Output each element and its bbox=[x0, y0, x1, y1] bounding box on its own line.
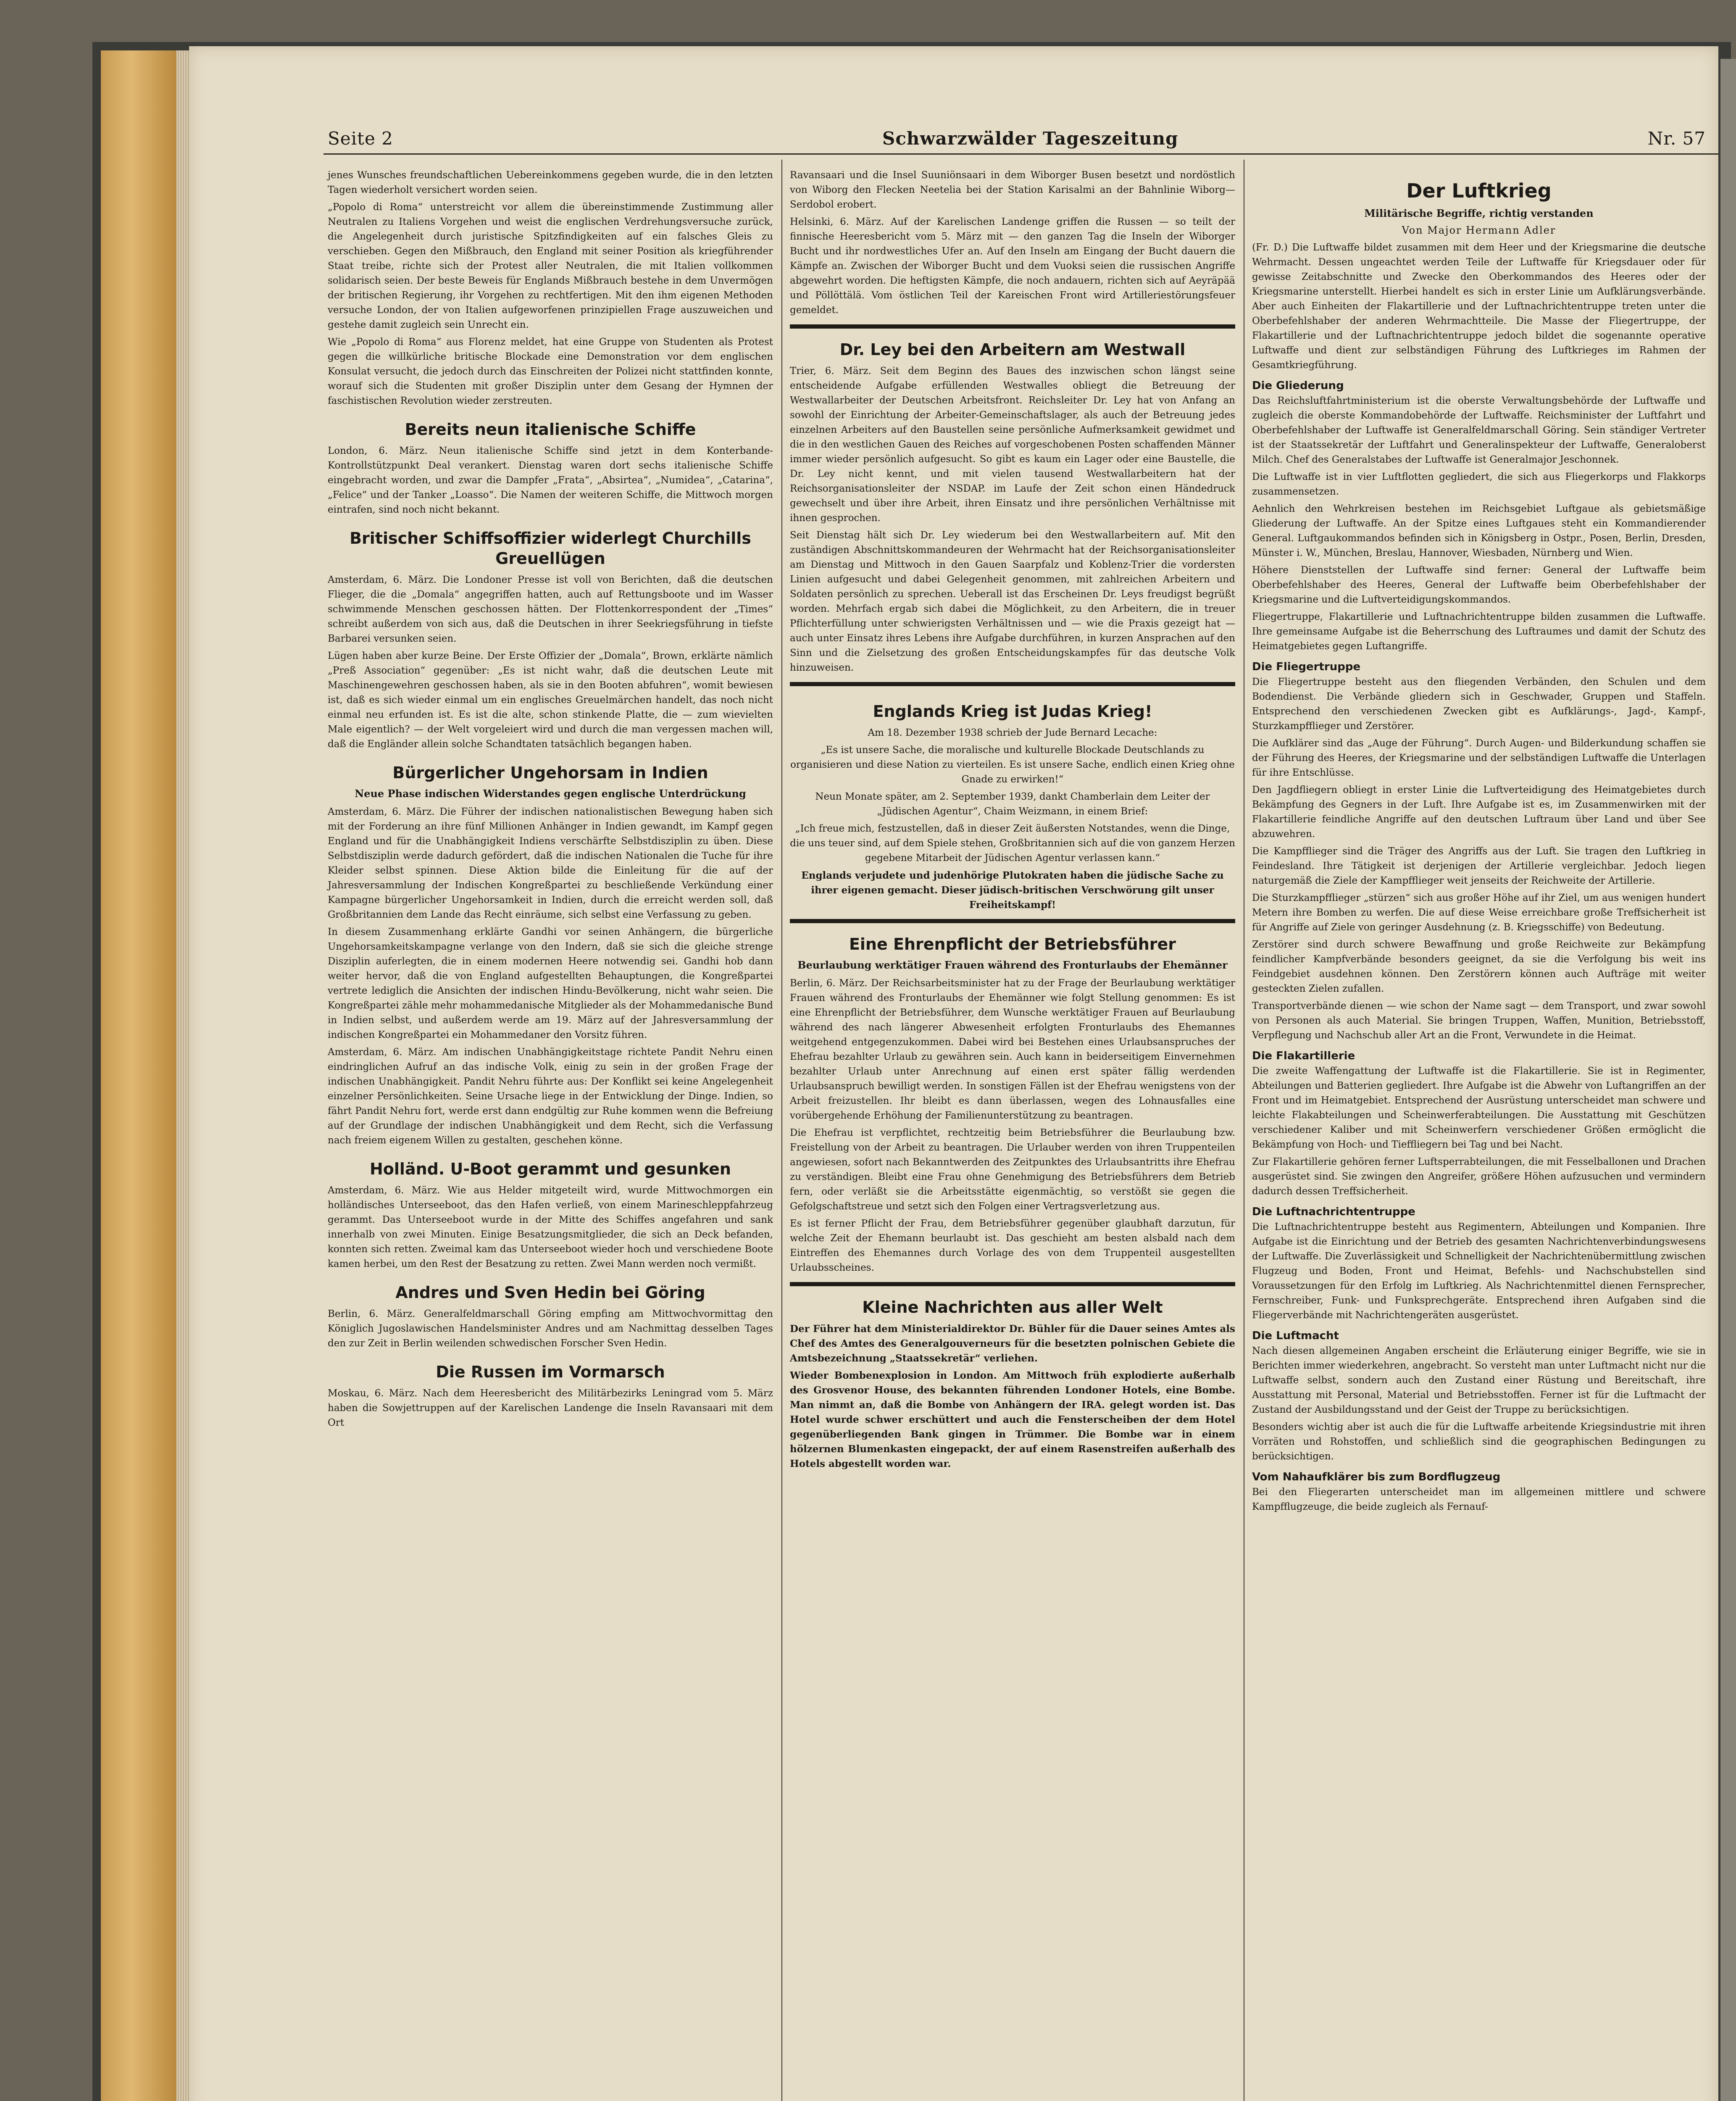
page-number: Seite 2 bbox=[328, 128, 393, 149]
article-paragraph: Zur Flakartillerie gehören ferner Luftsperrabteilungen, die mit Fesselballonen und Drachen ausgerüstet sind. Sie zwingen den Angreifer, größere Höhen aufzusuchen und vermindern dadurch dessen Treffsicherheit. bbox=[1252, 1156, 1706, 1197]
article-paragraph: Bei den Fliegerarten unterscheidet man im allgemeinen mittlere und schwere Kampfflugzeuge, die beide zugleich als Fernauf- bbox=[1252, 1487, 1706, 1512]
article-paragraph: Neun Monate später, am 2. September 1939, dankt Chamberlain dem Leiter der „Jüdischen Agentur“, Chaim Weizmann, in einem Brief: bbox=[815, 791, 1210, 817]
article-headline: Bürgerlicher Ungehorsam in Indien bbox=[392, 764, 708, 782]
article-headline: Eine Ehrenpflicht der Betriebsführer bbox=[849, 935, 1176, 953]
header-rule bbox=[324, 153, 1718, 155]
article-paragraph: Zerstörer sind durch schwere Bewaffnung und große Reichweite zur Bekämpfung feindlicher Kampfverbände besonders geeignet, da sie die Verfolgung bis weit ins Feindgebiet ausdehnen können. Den Zerstörern können auch Aufträge mit weiter gesteckten Zielen zufallen. bbox=[1252, 939, 1706, 994]
right-margin-edge bbox=[1720, 59, 1736, 2101]
article-paragraph: Ravansaari und die Insel Suuniönsaari in dem Wiborger Busen besetzt und nordöstlich von Wiborg den Flecken Neetelia bei der Station Karisalmi an der Bahnlinie Wiborg—Serdobol erobert. bbox=[790, 170, 1235, 210]
section-rule bbox=[790, 324, 1235, 329]
article-paragraph: Die Luftnachrichtentruppe besteht aus Regimentern, Abteilungen und Kompanien. Ihre Aufgabe ist die Einrichtung und der Betrieb des gesamten Nachrichtenverbindungswesens der Luftwaffe. Die Zuverlässigkeit und Schnelligkeit der Nachrichtenübermittlung zwischen Flugzeug und Boden, Front und Heimat, Befehls- und Nachschubstellen sind Voraussetzungen für den Erfolg im Luftkrieg. Als Nachrichtenmittel dienen Fernsprecher, Fernschreiber, Funk- und Funksprechgeräte. Entsprechend ihren Aufgaben sind die Fliegerverbände mit Nachrichtengeräten ausgerüstet. bbox=[1252, 1222, 1706, 1321]
article-paragraph: Die Fliegertruppe besteht aus den fliegenden Verbänden, den Schulen und dem Bodendienst. Die Verbände gliedern sich in Geschwader, Gruppen und Staffeln. Entsprechend den verschiedenen Zwecken gibt es Aufklärungs-, Jagd-, Kampf-, Sturzkampfflieger und Zerstörer. bbox=[1252, 677, 1706, 732]
article-paragraph: Aehnlich den Wehrkreisen bestehen im Reichsgebiet Luftgaue als gebietsmäßige Gliederung der Luftwaffe. An der Spitze eines Luftgaues steht ein Kommandierender General. Luftgaukommandos befinden sich in Königsberg in Ostpr., Posen, Berlin, Dresden, Münster i. W., München, Breslau, Hannover, Wiesbaden, Nürnberg und Wien. bbox=[1252, 503, 1706, 558]
article-headline: Dr. Ley bei den Arbeitern am Westwall bbox=[839, 340, 1186, 359]
article-paragraph: In diesem Zusammenhang erklärte Gandhi vor seinen Anhängern, die bürgerliche Ungehorsamkeitskampagne verlange von den Indern, daß sie sich die gleiche strenge Disziplin auferlegten, die in einem modernen Heere notwendig sei. Gandhi hob dann weiter hervor, daß die von England aufgestellten Behauptungen, die Kongreßpartei vertrete lediglich die Ansichten der indischen Hindu-Bevölkerung, nicht wahr seien. Die Kongreßpartei zähle mehr mohammedanische Mitglieder als der Mohammedanische Bund in Indien selbst, und außerdem werde am 19. März auf der Jahresversammlung der indischen Kongreßpartei ein Mohammedaner den Vorsitz führen. bbox=[328, 927, 773, 1040]
article-headline: Die Russen im Vormarsch bbox=[436, 1363, 665, 1381]
article-paragraph-bold: Wieder Bombenexplosion in London. Am Mittwoch früh explodierte außerhalb des Grosvenor House, des bekannten führenden Londoner Hotels, eine Bombe. Man nimmt an, daß die Bombe von Anhängern der IRA. gelegt worden ist. Das Hotel wurde schwer erschüttert und auch die Fensterscheiben der dem Hotel gegenüberliegenden Bank gingen in Trümmer. Die Bombe war in einem hölzernen Blumenkasten eingepackt, der auf einem Rasenstreifen außerhalb des Hotels abgestellt worden war. bbox=[790, 1370, 1235, 1469]
section-heading: Die Fliegertruppe bbox=[1252, 661, 1361, 673]
boxed-notice bbox=[790, 682, 1235, 923]
article-paragraph: Moskau, 6. März. Nach dem Heeresbericht des Militärbezirks Leningrad vom 5. März haben die Sowjettruppen auf der Karelischen Landenge die Inseln Ravansaari mit dem Ort bbox=[328, 1388, 773, 1428]
section-heading: Die Gliederung bbox=[1252, 379, 1344, 392]
section-heading: Vom Nahaufklärer bis zum Bordflugzeug bbox=[1252, 1471, 1501, 1483]
article-paragraph: Transportverbände dienen — wie schon der Name sagt — dem Transport, und zwar sowohl von Personen als auch Material. Sie bringen Truppen, Waffen, Munition, Betriebsstoff, Verpflegung und Nachschub aller Art an die Front, Verwundete in die Heimat. bbox=[1252, 1000, 1706, 1041]
article-paragraph: Die Sturzkampfflieger „stürzen“ sich aus großer Höhe auf ihr Ziel, um aus wenigen hundert Metern ihre Bomben zu werfen. Die auf diese Weise erreichbare große Treffsicherheit ist für Angriffe auf Ziele von geringer Ausdehnung (z. B. Kriegsschiffe) von Bedeutung. bbox=[1252, 893, 1706, 933]
article-paragraph-bold: Englands verjudete und judenhörige Plutokraten haben die jüdische Sache zu ihrer eigenen gemacht. Dieser jüdisch-britischen Verschwörung gilt unser Freiheitskampf! bbox=[801, 870, 1224, 911]
article-paragraph-bold: Der Führer hat dem Ministerialdirektor Dr. Bühler für die Dauer seines Amtes als Chef des Amtes des Generalgouverneurs für die besetzten polnischen Gebiete die Amtsbezeichnung „Staatssekretär“ verliehen. bbox=[790, 1323, 1235, 1364]
article-headline: Holländ. U-Boot gerammt und gesunken bbox=[370, 1160, 731, 1178]
page-edges bbox=[176, 50, 189, 2101]
article-paragraph: jenes Wunsches freundschaftlichen Uebereinkommens gegeben wurde, die in den letzten Tagen wiederholt versichert worden seien. bbox=[328, 170, 773, 195]
article-subheadline: Militärische Begriffe, richtig verstanden bbox=[1364, 207, 1594, 219]
article-byline: Von Major Hermann Adler bbox=[1402, 224, 1556, 236]
article-paragraph: Amsterdam, 6. März. Wie aus Helder mitgeteilt wird, wurde Mittwochmorgen ein holländisches Unterseeboot, das den Hafen verließ, von einem Marineschleppfahrzeug gerammt. Das Unterseeboot wurde in der Mitte des Schiffes angefahren und sank innerhalb von zwei Minuten. Einige Besatzungsmitglieder, die sich an Deck befanden, konnten sich retten. Zweimal kam das Unterseeboot wieder hoch und verschiedene Boote kamen herbei, um den Rest der Besatzung zu retten. Zwei Mann werden noch vermißt. bbox=[328, 1185, 773, 1269]
article-headline: Kleine Nachrichten aus aller Welt bbox=[862, 1298, 1163, 1316]
article-paragraph: Besonders wichtig aber ist auch die für die Luftwaffe arbeitende Kriegsindustrie mit ihren Vorräten und Rohstoffen, und schließlich sind die geographischen Bedingungen zu berücksichtigen. bbox=[1252, 1422, 1706, 1462]
article-paragraph: Den Jagdfliegern obliegt in erster Linie die Luftverteidigung des Heimatgebietes durch Bekämpfung des Gegners in der Luft. Ihre Aufgabe ist es, im Zusammenwirken mit der Flakartillerie feindliche Angriffe auf den deutschen Luftraum über Land und über See abzuwehren. bbox=[1252, 785, 1706, 840]
article-paragraph: Es ist ferner Pflicht der Frau, dem Betriebsführer gegenüber glaubhaft darzutun, für welche Zeit der Ehemann beurlaubt ist. Das geschieht am besten alsbald nach dem Eintreffen des Ehemannes durch Vorlage des von dem Truppenteil ausgestellten Urlaubsscheines. bbox=[790, 1218, 1235, 1273]
article-headline: Englands Krieg ist Judas Krieg! bbox=[873, 702, 1152, 721]
column-divider bbox=[781, 160, 782, 2101]
article-paragraph: Wie „Popolo di Roma“ aus Florenz meldet, hat eine Gruppe von Studenten als Protest gegen die willkürliche britische Blockade eine Demonstration vor dem englischen Konsulat versucht, die jedoch durch das Einschreiten der Polizei nicht stattfinden konnte, worauf sich die Studenten mit großer Disziplin unter dem Gesang der Hymnen der faschistischen Revolution wieder zerstreuten. bbox=[328, 337, 773, 406]
article-paragraph: Die Ehefrau ist verpflichtet, rechtzeitig beim Betriebsführer die Beurlaubung bzw. Freistellung von der Arbeit zu beantragen. Die Urlauber werden von ihren Truppenteilen angewiesen, sofort nach Bekanntwerden des Zeitpunktes des Urlaubsantritts ihre Ehefrau zu verständigen. Bleibt eine Frau ohne Genehmigung des Betriebsführers dem Betrieb fern, oder verläßt sie die Arbeitsstätte eigenmächtig, so verstößt sie gegen die Gefolgschaftstreue und setzt sich den Folgen einer Vertragsverletzung aus. bbox=[790, 1127, 1235, 1212]
article-paragraph: Nach diesen allgemeinen Angaben erscheint die Erläuterung einiger Begriffe, wie sie in Berichten immer wiederkehren, angebracht. So versteht man unter Luftmacht nicht nur die Luftwaffe selbst, sondern auch den Zustand einer Rüstung und Bereitschaft, ihre Ausstattung mit Personal, Material und Betriebsstoffen. Ferner ist für die Luftmacht der Zustand der Ausbildungsstand und der Geist der Truppe zu berücksichtigen. bbox=[1252, 1345, 1706, 1415]
article-headline-main: Der Luftkrieg bbox=[1406, 179, 1552, 202]
article-paragraph: Die Kampfflieger sind die Träger des Angriffs aus der Luft. Sie tragen den Luftkrieg in Feindesland. Ihre Tätigkeit ist derjenigen der Artillerie vergleichbar. Jedoch liegen naturgemäß die Ziele der Kampfflieger weit jenseits der Reichweite der Artillerie. bbox=[1252, 846, 1706, 886]
article-subheadline: Beurlaubung werktätiger Frauen während des Fronturlaubs der Ehemänner bbox=[797, 959, 1228, 971]
newspaper-title: Schwarzwälder Tageszeitung bbox=[882, 128, 1178, 149]
section-heading: Die Flakartillerie bbox=[1252, 1050, 1355, 1062]
column-2 bbox=[790, 168, 1235, 1474]
article-paragraph: Helsinki, 6. März. Auf der Karelischen Landenge griffen die Russen — so teilt der finnische Heeresbericht vom 5. März mit — den ganzen Tag die Inseln der Wiborger Bucht und ihr nordwestliches Ufer an. Auf den Inseln am Eingang der Bucht dauern die Kämpfe an. Zwischen der Wiborger Bucht und dem Vuoksi seien die russischen Angriffe abgewehrt worden. Die heftigsten Kämpfe, die noch andauern, richten sich auf Aeyräpää und Pöllöttälä. Vom östlichen Teil der Kareischen Front wird Artilleriestörungsfeuer gemeldet. bbox=[790, 216, 1235, 316]
article-paragraph: Fliegertruppe, Flakartillerie und Luftnachrichtentruppe bilden zusammen die Luftwaffe. Ihre gemeinsame Aufgabe ist die Beherrschung des Luftraumes und damit der Schutz des Heimatgebietes gegen Luftangriffe. bbox=[1252, 611, 1706, 652]
article-headline: Bereits neun italienische Schiffe bbox=[405, 420, 696, 439]
article-paragraph: (Fr. D.) Die Luftwaffe bildet zusammen mit dem Heer und der Kriegsmarine die deutsche Wehrmacht. Dessen ungeachtet werden Teile der Luftwaffe für Kriegsdauer oder für gewisse Zeitabschnitte und Zwecke den Oberkommandos des Heeres oder der Kriegsmarine unterstellt. Hierbei handelt es sich in erster Linie um Aufklärungsverbände. Aber auch Einheiten der Flakartillerie und der Luftnachrichtentruppe treten unter die Oberbefehlshaber der anderen Wehrmachtteile. Die Masse der Fliegertruppe, der Flakartillerie und der Luftnachrichtentruppe jedoch bildet die sogenannte operative Luftwaffe und dient zur selbständigen Führung des Luftkrieges im Rahmen der Gesamtkriegführung. bbox=[1252, 242, 1706, 371]
article-paragraph: Amsterdam, 6. März. Die Führer der indischen nationalistischen Bewegung haben sich mit der Forderung an ihre fünf Millionen Anhänger in Indien gewandt, im Kampf gegen England und für die Unabhängigkeit Indiens verschärfte Selbstdisziplin zu üben. Diese Selbstdisziplin werde dadurch gefördert, daß die indischen Nationalen die Tuche für ihre Kleider selbst spinnen. Diese Aktion bilde die Einleitung für die auf der Jahresversammlung der Indischen Kongreßpartei zu beschließende Verkündung einer Kampagne bürgerlicher Ungehorsamkeit in Indien, durch die erreicht werden soll, daß Großbritannien dem Lande das Recht einräume, sich selbst eine Verfassung zu geben. bbox=[328, 806, 773, 920]
section-heading: Die Luftmacht bbox=[1252, 1330, 1339, 1342]
article-headline: Britischer Schiffsoffizier widerlegt Churchills Greuellügen bbox=[350, 529, 751, 568]
article-paragraph: Die Luftwaffe ist in vier Luftflotten gegliedert, die sich aus Fliegerkorps und Flakkorps zusammensetzen. bbox=[1252, 471, 1706, 497]
article-paragraph: Höhere Dienststellen der Luftwaffe sind ferner: General der Luftwaffe beim Oberbefehlshaber des Heeres, General der Luftwaffe beim Oberbefehlshaber der Kriegsmarine und die Luftverteidigungskommandos. bbox=[1252, 565, 1706, 605]
article-subheadline: Neue Phase indischen Widerstandes gegen englische Unterdrückung bbox=[355, 787, 746, 800]
article-paragraph: Amsterdam, 6. März. Die Londoner Presse ist voll von Berichten, daß die deutschen Flieger, die die „Domala“ angegriffen hatten, auch auf Rettungsboote und im Wasser schwimmende Menschen geschossen hätten. Der Flottenkorrespondent der „Times“ schreibt außerdem von sich aus, daß die Deutschen in ihrer Seekriegsführung in tiefste Barbarei versunken seien. bbox=[328, 574, 773, 644]
column-1 bbox=[328, 168, 773, 1433]
article-paragraph: Am 18. Dezember 1938 schrieb der Jude Bernard Lecache: bbox=[868, 727, 1157, 738]
article-paragraph: Seit Dienstag hält sich Dr. Ley wiederum bei den Westwallarbeitern auf. Mit den zuständigen Abschnittskommandeuren der Wehrmacht hat der Reichsorganisationsleiter am Dienstag und Mittwoch in den Gauen Saarpfalz und Koblenz-Trier die vordersten Linien aufgesucht und dabei Gelegenheit genommen, mit zahlreichen Arbeitern und Soldaten persönlich zu sprechen. Ueberall ist das Erscheinen Dr. Leys freudigst begrüßt worden. Mehrfach ergab sich dabei die Möglichkeit, zu den Arbeitern, die in treuer Pflichterfüllung unter schwierigsten Verhältnissen und — wie die Praxis gezeigt hat — auch unter Einsatz ihres Lebens ihre Aufgabe durchführen, in kurzen Ansprachen auf den Sinn und die Zielsetzung des großen Entscheidungskampfes für das deutsche Volk hinzuweisen. bbox=[790, 530, 1235, 673]
article-headline: Andres und Sven Hedin bei Göring bbox=[395, 1283, 705, 1302]
article-paragraph: Das Reichsluftfahrtministerium ist die oberste Verwaltungsbehörde der Luftwaffe und zugleich die oberste Kommandobehörde der Luftwaffe. Reichsminister der Luftfahrt und Oberbefehlshaber der Luftwaffe ist Generalfeldmarschall Göring. Sein ständiger Vertreter ist der Staatssekretär der Luftfahrt und Generalinspekteur der Luftwaffe, Generaloberst Milch. Chef des Generalstabes der Luftwaffe ist Generalmajor Jeschonnek. bbox=[1252, 395, 1706, 465]
article-paragraph: „Popolo di Roma“ unterstreicht vor allem die übereinstimmende Zustimmung aller Neutralen zu Italiens Vorgehen und weist die englischen Verdrehungsversuche zurück, die Angelegenheit durch juristische Spitzfindigkeiten auf ein falsches Gleis zu verschieben. Gegen den Mißbrauch, den England mit seiner Position als kriegführender Staat treibe, richte sich der Protest aller Neutralen, die mit Italien vollkommen solidarisch seien. Der beste Beweis für Englands Mißbrauch bestehe in dem Unvermögen der britischen Regierung, ihr Vorgehen zu rechtfertigen. Mit den ihm eigenen Methoden versuche London, der von Italien aufgeworfenen prinzipiellen Frage auszuweichen und gestehe damit zugleich sein Unrecht ein. bbox=[328, 202, 773, 330]
article-paragraph: „Ich freue mich, festzustellen, daß in dieser Zeit äußersten Notstandes, wenn die Dinge, die uns teuer sind, auf dem Spiele stehen, Großbritannien sich auf die von ganzem Herzen gegebene Mitarbeit der Jüdischen Agentur verlassen kann.“ bbox=[790, 823, 1235, 864]
article-paragraph: Berlin, 6. März. Generalfeldmarschall Göring empfing am Mittwochvormittag den Königlich Jugoslawischen Handelsminister Andres und am Nachmittag desselben Tages den zur Zeit in Berlin weilenden schwedischen Forscher Sven Hedin. bbox=[328, 1309, 773, 1349]
issue-number: Nr. 57 bbox=[1647, 128, 1706, 149]
article-paragraph: Die Aufklärer sind das „Auge der Führung“. Durch Augen- und Bilderkundung schaffen sie der Führung des Heeres, der Kriegsmarine und der selbständigen Luftwaffe die Unterlagen für ihre Entschlüsse. bbox=[1252, 738, 1706, 778]
article-paragraph: Amsterdam, 6. März. Am indischen Unabhängigkeitstage richtete Pandit Nehru einen eindringlichen Aufruf an das indische Volk, einig zu sein in der großen Frage der indischen Unabhängigkeit. Pandit Nehru führte aus: Der Konflikt sei keine Angelegenheit einzelner Persönlichkeiten. Seine Ursache liege in der Entwicklung der Dinge. Indien, so fährt Pandit Nehru fort, werde erst dann endgültig zur Ruhe kommen wenn die Befreiung auf der Grundlage der indischen Unabhängigkeit und dem Recht, sich die Verfassung nach freiem eigenem Willen zu gestalten, geschehen könne. bbox=[328, 1047, 773, 1146]
section-heading: Die Luftnachrichtentruppe bbox=[1252, 1206, 1415, 1218]
book-spine bbox=[101, 50, 176, 2101]
article-paragraph: „Es ist unsere Sache, die moralische und kulturelle Blockade Deutschlands zu organisieren und diese Nation zu vierteilen. Es ist unsere Sache, endlich einen Krieg ohne Gnade zu erwirken!“ bbox=[790, 745, 1235, 785]
article-paragraph: London, 6. März. Neun italienische Schiffe sind jetzt in dem Konterbande-Kontrollstützpunkt Deal verankert. Dienstag waren dort sechs italienische Schiffe eingebracht worden, und zwar die Dampfer „Frata“, „Absirtea“, „Numidea“, „Catarina“, „Felice“ und der Tanker „Loasso“. Die Namen der weiteren Schiffe, die Mittwoch morgen eintrafen, sind noch nicht bekannt. bbox=[328, 445, 773, 515]
article-paragraph: Die zweite Waffengattung der Luftwaffe ist die Flakartillerie. Sie ist in Regimenter, Abteilungen und Batterien gegliedert. Ihre Aufgabe ist die Abwehr von Luftangriffen an der Front und im Heimatgebiet. Entsprechend der Ausrüstung unterscheidet man schwere und leichte Flakabteilungen und Scheinwerferabteilungen. Die Ausstattung mit Geschützen verschiedener Kaliber und mit Scheinwerfern verschiedener Größen ermöglicht die Bekämpfung von Hoch- und Tieffliegern bei Tag und bei Nacht. bbox=[1252, 1066, 1706, 1150]
column-3 bbox=[1252, 168, 1706, 1517]
newspaper-page bbox=[189, 46, 1718, 2101]
article-paragraph: Lügen haben aber kurze Beine. Der Erste Offizier der „Domala“, Brown, erklärte nämlich „Preß Association“ gegenüber: „Es ist nicht wahr, daß die deutschen Leute mit Maschinengewehren geschossen haben, als sie in den Booten abfuhren“, womit bewiesen ist, daß es sich wieder einmal um ein englisches Greuelmärchen handelt, das noch nicht einmal neu erfunden ist. Es ist die alte, schon stinkende Platte, die — zum wievielten Male eigentlich? — der Welt vorgeleiert wird und durch die man vergessen machen will, daß die Engländer allein solche Schandtaten tatsächlich begangen haben. bbox=[328, 650, 773, 750]
article-paragraph: Berlin, 6. März. Der Reichsarbeitsminister hat zu der Frage der Beurlaubung werktätiger Frauen während des Fronturlaubs der Ehemänner wie folgt Stellung genommen: Es ist eine Ehrenpflicht der Betriebsführer, dem Wunsche werktätiger Frauen auf Beurlaubung während des nach längerer Abwesenheit erfolgten Fronturlaubs des Ehemannes weitgehend entgegenzukommen. Dabei wird bei Bestehen eines Urlaubsanspruches der Ehefrau bezahlter Urlaub zu gewähren sein. Auch kann in beiderseitigem Einvernehmen bezahlter Urlaub unter Anrechnung auf einen erst später fällig werdenden Urlaubsanspruch bewilligt werden. In sonstigen Fällen ist der Ehefrau wenigstens von der Arbeit freizustellen. Ihr bleibt es dann überlassen, wegen des Lohnausfalles eine vorübergehende Erhöhung der Familienunterstützung zu beantragen. bbox=[790, 978, 1235, 1121]
article-paragraph: Trier, 6. März. Seit dem Beginn des Baues des inzwischen schon längst seine entscheidende Aufgabe erfüllenden Westwalles obliegt die Betreuung der Westwallarbeiter der Deutschen Arbeitsfront. Reichsleiter Dr. Ley hat von Anfang an sowohl der Einrichtung der Arbeiter-Gemeinschaftslager, als auch der Betreuung jedes einzelnen Arbeiters auf den Baustellen seine persönliche Aufmerksamkeit gewidmet und die in den westlichen Gauen des Reiches auf vorgeschobenen Posten schaffenden Männer immer wieder persönlich aufgesucht. So gibt es kaum ein Lager oder eine Baustelle, die Dr. Ley nicht kennt, und mit vielen tausend Westwallarbeitern hat der Reichsorganisationsleiter der NSDAP. im Laufe der Zeit schon einen Händedruck gewechselt und über ihre Arbeit, ihren Einsatz und ihre persönlichen Verhältnisse mit ihnen gesprochen. bbox=[790, 366, 1235, 524]
section-rule bbox=[790, 1282, 1235, 1286]
